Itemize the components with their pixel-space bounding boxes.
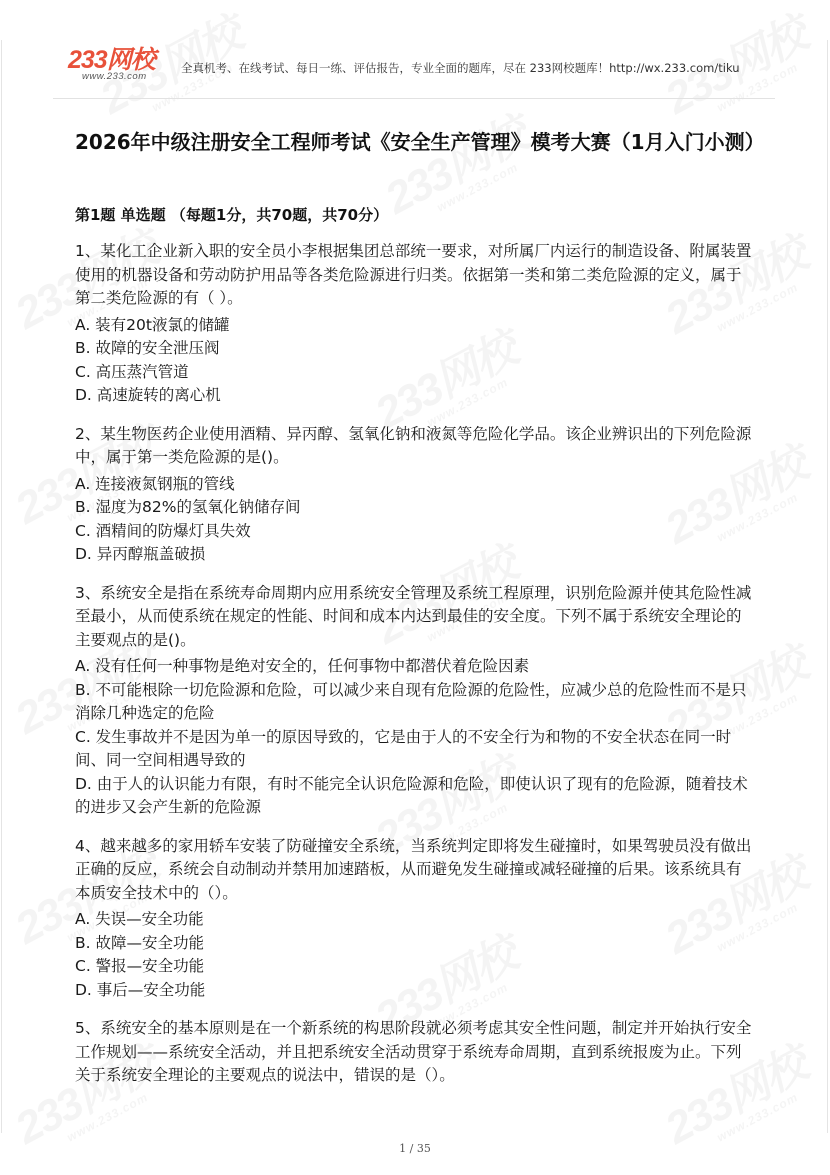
- question-stem: 1、某化工企业新入职的安全员小李根据集团总部统一要求，对所属厂内运行的制造设备、附属装置使用的机器设备和劳动防护用品等各类危险源进行归类。依据第一类和第二类危险源的定义，属于第二类危险源的有（ ）。: [75, 242, 752, 307]
- logo-url: www.233.com: [82, 71, 147, 82]
- option-a: A. 装有20t液氯的储罐: [75, 315, 230, 334]
- question-stem: 4、越来越多的家用轿车安装了防碰撞安全系统，当系统判定即将发生碰撞时，如果驾驶员没有做出正确的反应，系统会自动制动并禁用加速踏板，从而避免发生碰撞或减轻碰撞的后果。该系统具有本质安全技术中的（）。: [75, 836, 752, 902]
- option-c: C. 发生事故并不是因为单一的原因导致的，它是由于人的不安全行为和物的不安全状态在同一时间、同一空间相遇导致的: [75, 727, 732, 769]
- page-number: 1 / 35: [399, 1142, 431, 1155]
- option-c: C. 酒精间的防爆灯具失效: [75, 521, 251, 540]
- document-title: 2026年中级注册安全工程师考试《安全生产管理》模考大赛（1月入门小测）: [75, 130, 765, 154]
- question-stem: 5、系统安全的基本原则是在一个新系统的构思阶段就必须考虑其安全性问题，制定并开始执行安全工作规划——系统安全活动，并且把系统安全活动贯穿于系统寿命周期，直到系统报废为止。下列关于系统安全理论的主要观点的说法中，错误的是（）。: [75, 1019, 752, 1084]
- question-1: [75, 240, 755, 408]
- option-b: B. 故障—安全功能: [75, 933, 204, 952]
- option-c: C. 警报—安全功能: [75, 957, 205, 975]
- question-stem: 3、系统安全是指在系统寿命周期内应用系统安全管理及系统工程原理，识别危险源并使其危险性减至最小，从而使系统在规定的性能、时间和成本内达到最佳的安全度。下列不属于系统安全理论的主要观点的是()。: [75, 583, 752, 649]
- question-4: [75, 835, 755, 1003]
- option-d: D. 事后—安全功能: [75, 980, 206, 999]
- section-heading: 第1题 单选题 （每题1分，共70题，共70分）: [75, 206, 389, 224]
- logo-text: 233网校: [68, 46, 155, 74]
- option-a: A. 连接液氮钢瓶的管线: [75, 474, 235, 493]
- option-d: D. 异丙醇瓶盖破损: [75, 545, 206, 563]
- question-3: [75, 582, 755, 820]
- option-b: B. 不可能根除一切危险源和危险，可以减少来自现有危险源的危险性，应减少总的危险性而不是只消除几种选定的危险: [75, 680, 747, 722]
- option-a: A. 失误—安全功能: [75, 910, 204, 928]
- option-c: C. 高压蒸汽管道: [75, 362, 189, 381]
- question-5: [75, 1017, 755, 1088]
- logo: [68, 48, 178, 82]
- header-slogan: 全真机考、在线考试、每日一练、评估报告，专业全面的题库，尽在 233网校题库！http://wx.233.com/tiku: [181, 61, 740, 75]
- option-d: D. 由于人的认识能力有限，有时不能完全认识危险源和危险，即使认识了现有的危险源，随着技术的进步又会产生新的危险源: [75, 774, 748, 816]
- header-divider: [53, 98, 775, 99]
- option-b: B. 故障的安全泄压阀: [75, 339, 220, 357]
- question-2: [75, 423, 755, 567]
- page-header: [68, 44, 778, 84]
- question-stem: 2、某生物医药企业使用酒精、异丙醇、氢氧化钠和液氮等危险化学品。该企业辨识出的下列危险源中，属于第一类危险源的是()。: [75, 424, 752, 466]
- option-b: B. 湿度为82%的氢氧化钠储存间: [75, 498, 301, 516]
- question-list: [75, 240, 755, 1103]
- option-a: A. 没有任何一种事物是绝对安全的，任何事物中都潜伏着危险因素: [75, 657, 530, 675]
- option-d: D. 高速旋转的离心机: [75, 386, 221, 404]
